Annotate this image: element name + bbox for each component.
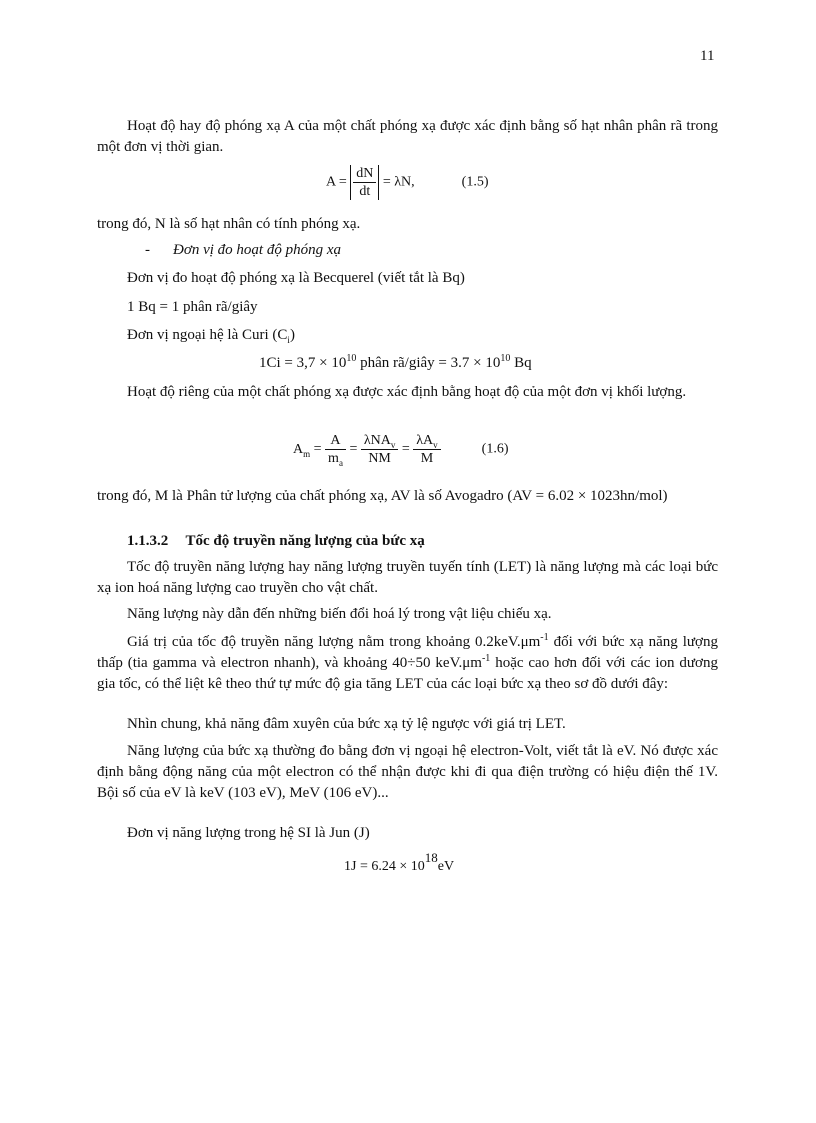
curie-sub: i xyxy=(287,335,290,345)
equation-1-5 xyxy=(326,165,488,200)
eq16-f1-den: $m_a$ xyxy=(328,451,343,468)
eq16-f2-den: NM xyxy=(368,451,391,466)
eq16-f2-num: λNA$_v$ xyxy=(361,432,399,450)
eq16-label: (1.6) xyxy=(481,441,509,457)
paragraph-specific-activity: Hoạt độ riêng của một chất phóng xạ được xác định bằng hoạt độ của một đơn vị khối lượng. xyxy=(127,384,687,400)
paragraph-curie xyxy=(127,325,295,346)
paragraph-si-unit: Đơn vị năng lượng trong hệ SI là Jun (J) xyxy=(127,825,370,841)
eq16-equals-1: = xyxy=(313,441,322,457)
paragraph-activity-definition: Hoạt độ hay độ phóng xạ A của một chất phóng xạ được xác định bằng số hạt nhân phân rã trong một đơn vị thời gian. xyxy=(97,118,718,155)
paragraph-electron-volt: Năng lượng của bức xạ thường đo bằng đơn vị ngoại hệ electron-Volt, viết tắt là eV. Nó được xác định bằng động năng của một electron có thể nhận được khi đi qua điện trường có hiệu điện thế 1V. Bội số của eV là keV (103 eV), MeV (106 eV)... xyxy=(97,743,718,801)
section-heading xyxy=(127,531,425,552)
eq15-denominator: dt xyxy=(359,184,371,199)
curie-text-post: ) xyxy=(289,327,295,343)
eq16-fraction-1 xyxy=(325,432,346,467)
paragraph-becquerel: Đơn vị đo hoạt độ phóng xạ là Becquerel (viết tắt là Bq) xyxy=(127,270,465,286)
section-title: Tốc độ truyền năng lượng của bức xạ xyxy=(185,533,425,549)
curie-text-pre: Đơn vị ngoại hệ là Curi (C xyxy=(127,327,288,343)
eq16-f3-den: M xyxy=(420,451,434,466)
eq16-lhs: $A_m$ xyxy=(293,441,311,459)
eq16-equals-3: = xyxy=(401,441,410,457)
equation-1-6 xyxy=(293,432,509,467)
curie-conv-b: phân rã/giây = 3.7 × 10 xyxy=(356,355,501,371)
eq16-fraction-2 xyxy=(361,432,399,467)
curie-conv-c: Bq xyxy=(510,355,532,371)
bullet-unit-heading: Đơn vị đo hoạt độ phóng xạ xyxy=(173,242,341,258)
paragraph-physchem-changes: Năng lượng này dẫn đến những biến đổi hoá lý trong vật liệu chiếu xạ. xyxy=(127,606,552,622)
paragraph-let-range: Giá trị của tốc độ truyền năng lượng nằm trong khoảng $0.2keV.\mu m^{-1}$ đối với bức xạ năng lượng thấp (tia gamma và electron nhanh), và khoảng 40÷50 $keV.\mu m^{-1}$ hoặc cao hơn đối với các ion dương gia tốc, có thể liệt kê theo thứ tự mức độ gia tăng LET của các loại bức xạ theo sơ đồ dưới đây: xyxy=(97,632,718,692)
paragraph-molar-mass: trong đó, M là Phân tử lượng của chất phóng xạ, AV là số Avogadro (AV = 6.02 × 1023hn/mol) xyxy=(97,488,668,504)
joule-eq-b: eV xyxy=(437,859,455,874)
paragraph-n-definition: trong đó, N là số hạt nhân có tính phóng xạ. xyxy=(97,216,361,232)
eq15-rhs: = λN, xyxy=(382,174,415,190)
equation-joule-ev xyxy=(344,850,455,877)
curie-conv-exp1: 10 xyxy=(346,353,357,364)
section-number: 1.1.3.2 xyxy=(127,533,169,549)
paragraph-bq-definition: 1 Bq = 1 phân rã/giây xyxy=(127,299,258,315)
joule-eq-exp: 18 xyxy=(424,850,438,865)
eq15-fraction xyxy=(353,165,376,200)
bullet-dash: - xyxy=(145,242,150,258)
eq16-f1-num: A xyxy=(325,432,346,450)
page-number: 11 xyxy=(700,48,715,64)
eq15-abs-bars xyxy=(350,165,379,200)
paragraph-penetration: Nhìn chung, khả năng đâm xuyên của bức xạ tỷ lệ ngược với giá trị LET. xyxy=(127,716,566,732)
eq15-numerator: dN xyxy=(353,165,376,183)
eq16-f3-num: $\lambda A_v$ xyxy=(413,432,440,450)
eq16-equals-2: = xyxy=(349,441,358,457)
paragraph-curie-conversion xyxy=(259,353,532,374)
eq15-lhs: A = xyxy=(326,174,347,190)
eq16-fraction-3 xyxy=(413,432,440,467)
curie-conv-a: 1Ci = 3,7 × 10 xyxy=(259,355,347,371)
curie-conv-exp2: 10 xyxy=(500,353,511,364)
paragraph-let-definition: Tốc độ truyền năng lượng hay năng lượng truyền tuyến tính (LET) là năng lượng mà các loại bức xạ ion hoá năng lượng cao truyền cho vật chất. xyxy=(97,559,718,596)
joule-eq-a: 1J = 6.24 × 10 xyxy=(344,859,425,874)
eq15-label: (1.5) xyxy=(461,174,489,190)
